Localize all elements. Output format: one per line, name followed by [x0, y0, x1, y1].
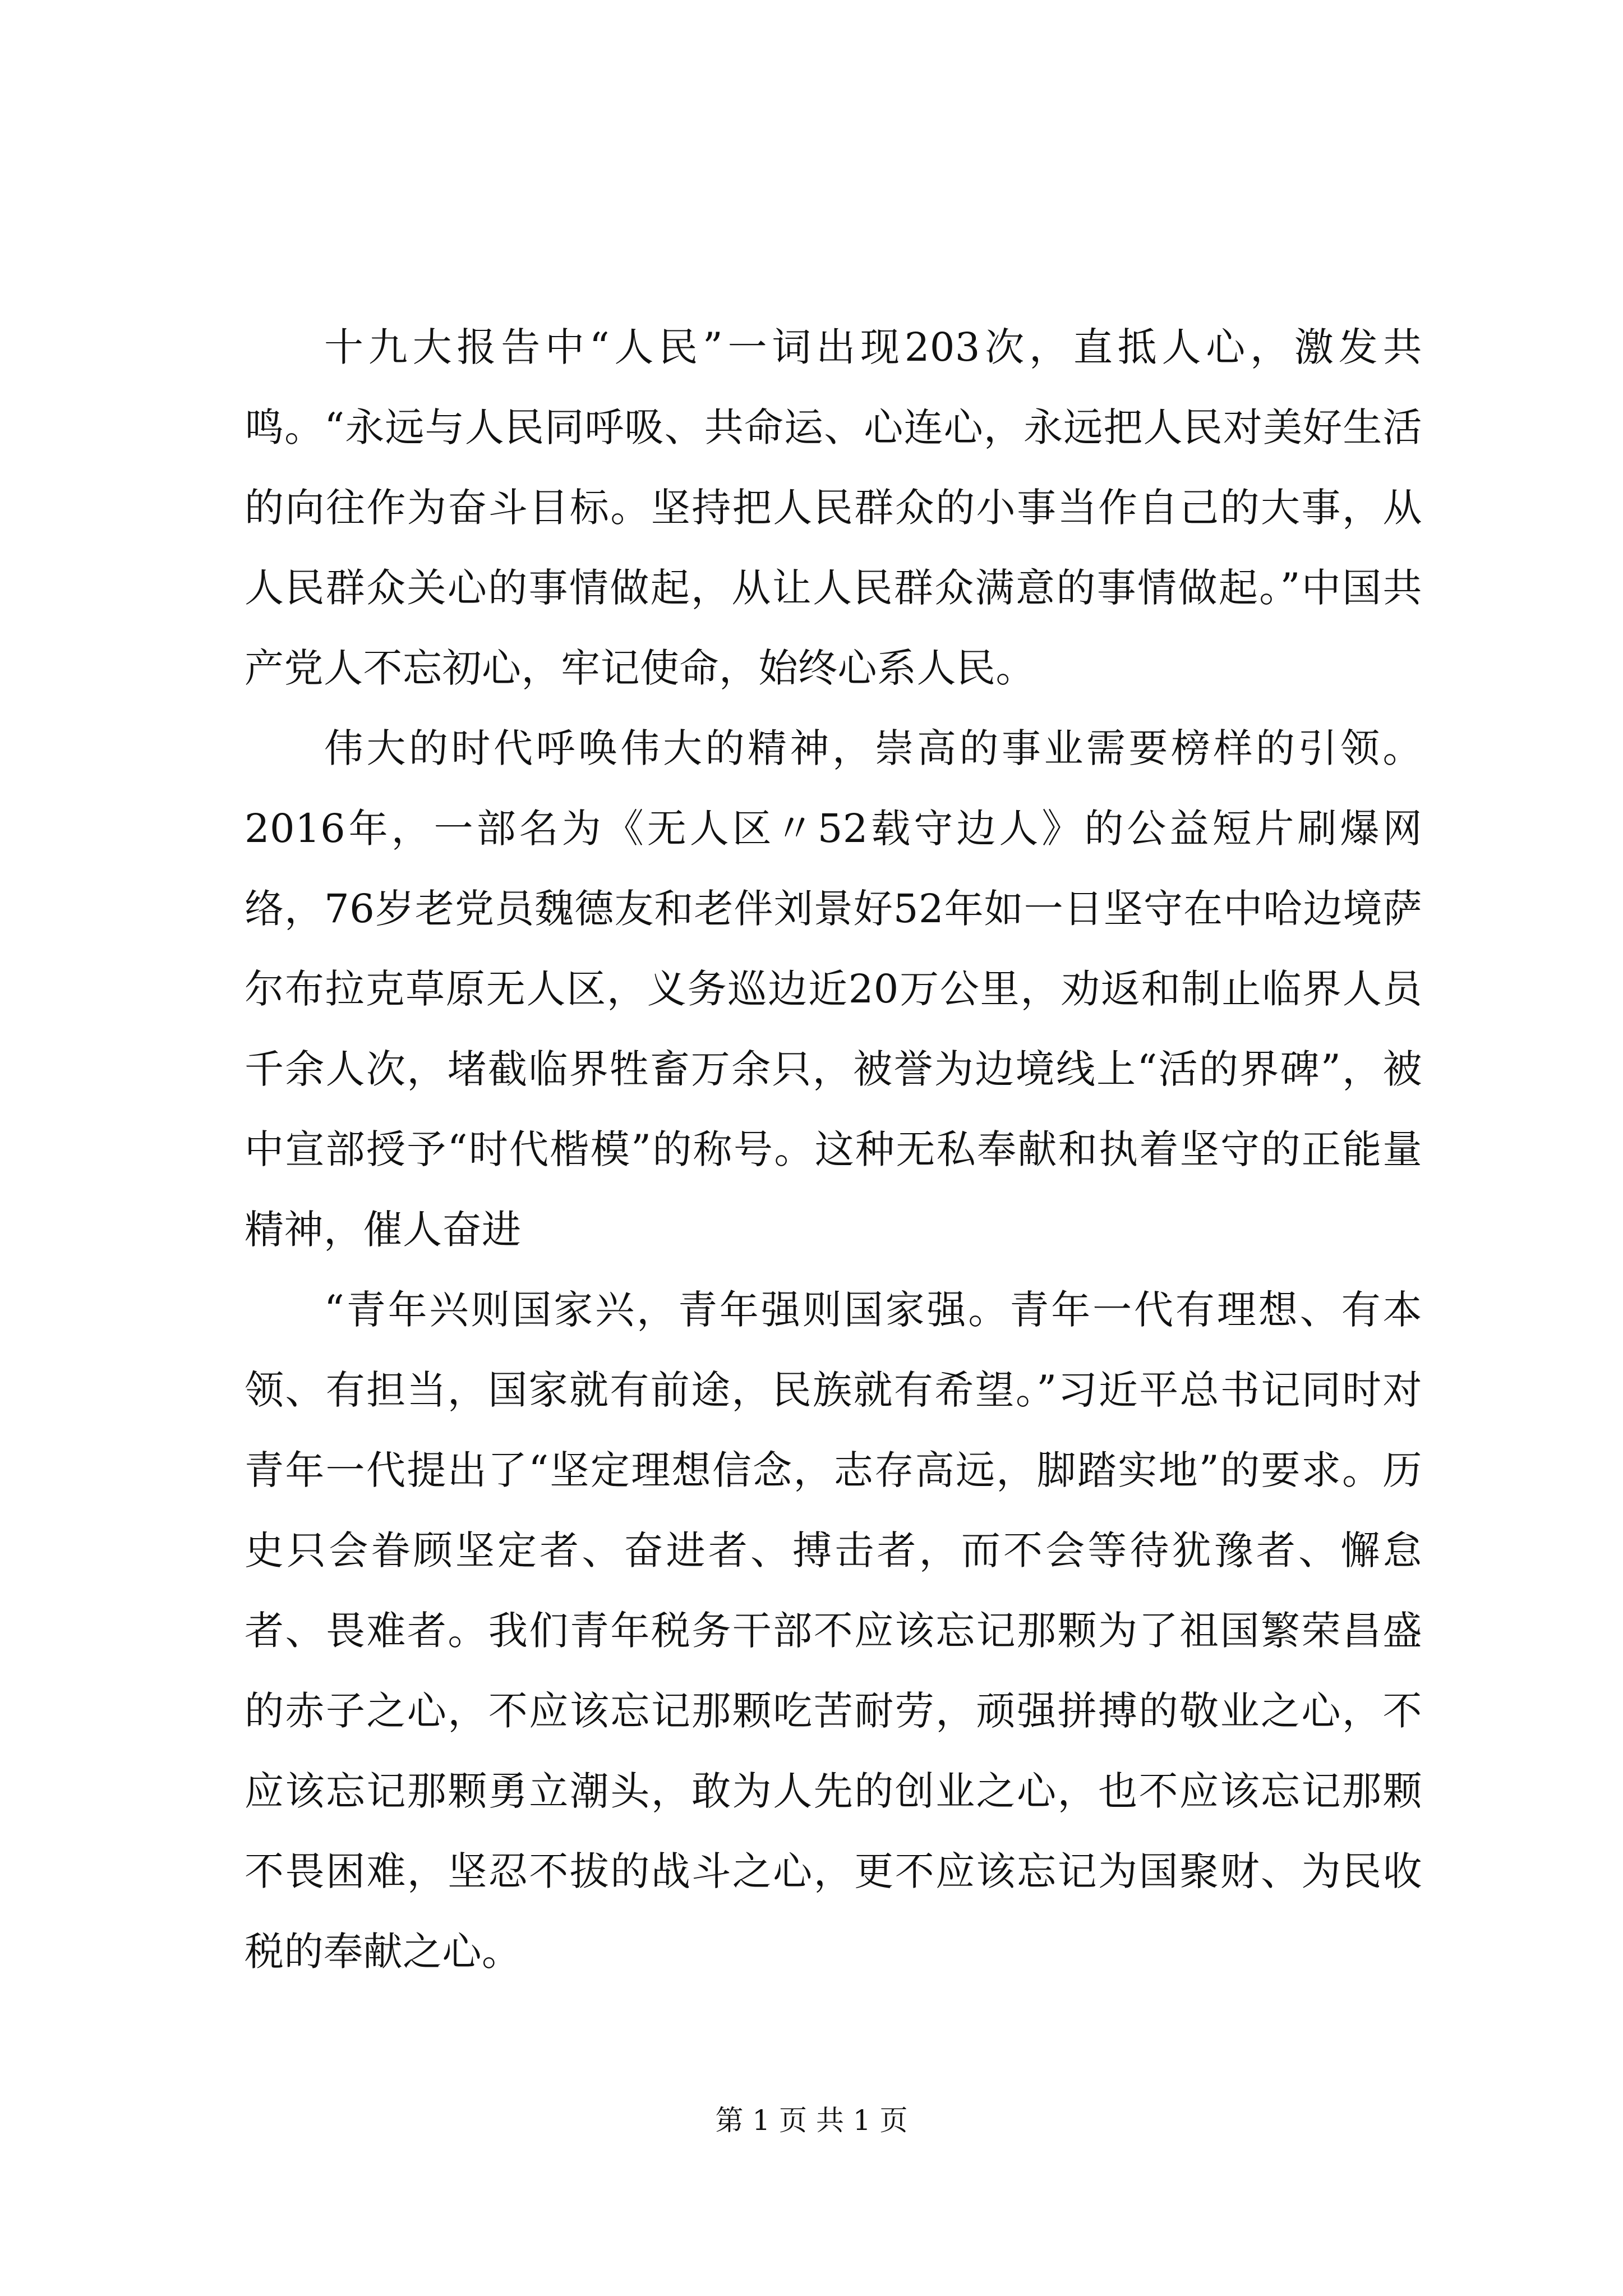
paragraph-3: “青年兴则国家兴，青年强则国家强。青年一代有理想、有本领、有担当，国家就有前途，民族就有希望。”习近平总书记同时对青年一代提出了“坚定理想信念，志存高远，脚踏实地”的要求。历史只会眷顾坚定者、奋进者、搏击者，而不会等待犹豫者、懈怠者、畏难者。我们青年税务干部不应该忘记那颗为了祖国繁荣昌盛的赤子之心，不应该忘记那颗吃苦耐劳，顽强拼搏的敬业之心，不应该忘记那颗勇立潮头，敢为人先的创业之心，也不应该忘记那颗不畏困难，坚忍不拔的战斗之心，更不应该忘记为国聚财、为民收税的奉献之心。 — [245, 1287, 1422, 1975]
paragraph-1: 十九大报告中“人民”一词出现203次，直抵人心，激发共鸣。“永远与人民同呼吸、共命运、心连心，永远把人民对美好生活的向往作为奋斗目标。坚持把人民群众的小事当作自己的大事，从人民群众关心的事情做起，从让人民群众满意的事情做起。”中国共产党人不忘初心，牢记使命，始终心系人民。 — [245, 324, 1422, 691]
document-body — [245, 307, 1422, 1992]
page-footer: 第 1 页 共 1 页 — [715, 2104, 908, 2137]
paragraph-2: 伟大的时代呼唤伟大的精神，崇高的事业需要榜样的引领。2016年，一部名为《无人区〃52载守边人》的公益短片刷爆网络，76岁老党员魏德友和老伴刘景好52年如一日坚守在中哈边境萨尔布拉克草原无人区，义务巡边近20万公里，劝返和制止临界人员千余人次，堵截临界牲畜万余只，被誉为边境线上“活的界碑”，被中宣部授予“时代楷模”的称号。这种无私奉献和执着坚守的正能量精神，催人奋进 — [245, 725, 1422, 1253]
